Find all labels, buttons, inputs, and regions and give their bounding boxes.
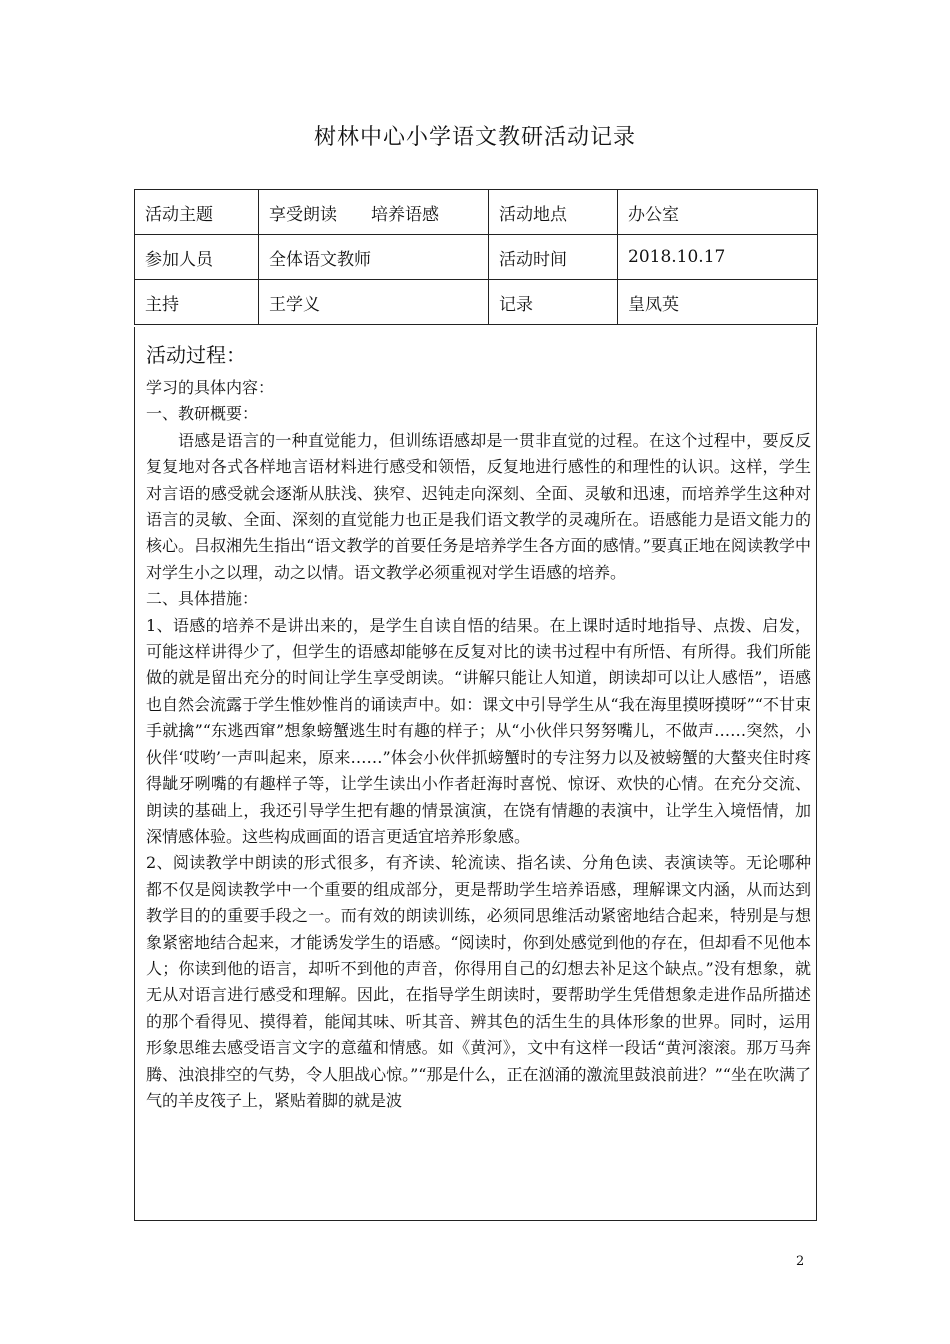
value-host: 王学义 bbox=[259, 280, 489, 325]
paragraph: 语感是语言的一种直觉能力，但训练语感却是一贯非直觉的过程。在这个过程中，要反反复复地对各式各样地言语材料进行感受和领悟，反复地进行感性的和理性的认识。这样，学生对言语的感受就会逐渐从肤浅、狭窄、迟钝走向深刻、全面、灵敏和迅速，而培养学生这种对语言的灵敏、全面、深刻的直觉能力也正是我们语文教学的灵魂所在。语感能力是语文能力的核心。吕叔湘先生指出“语文教学的首要任务是培养学生各方面的感情。”要真正地在阅读教学中对学生小之以理，动之以情。语文教学必须重视对学生语感的培养。 bbox=[146, 430, 811, 582]
value-participants: 全体语文教师 bbox=[259, 235, 489, 280]
document-title: 树林中心小学语文教研活动记录 bbox=[313, 125, 636, 150]
table-row bbox=[135, 190, 818, 235]
process-heading: 活动过程： bbox=[146, 343, 246, 367]
label-host: 主持 bbox=[135, 280, 259, 325]
paragraph: 一、教研概要： bbox=[146, 404, 259, 424]
label-activity-time: 活动时间 bbox=[489, 235, 618, 280]
paragraph: 2、阅读教学中朗读的形式很多，有齐读、轮流读、指名读、分角色读、表演读等。无论哪种都不仅是阅读教学中一个重要的组成部分，更是帮助学生培养语感，理解课文内涵，从而达到教学目的的重要手段之一。而有效的朗读训练，必须同思维活动紧密地结合起来，特别是与想象紧密地结合起来，才能诱发学生的语感。“阅读时，你到处感觉到他的存在，但却看不见他本人；你读到他的语言，却听不到他的声音，你得用自己的幻想去补足这个缺点。”没有想象，就无从对语言进行感受和理解。因此，在指导学生朗读时，要帮助学生凭借想象走进作品所描述的那个看得见、摸得着，能闻其味、听其音、辨其色的活生生的具体形象的世界。同时，运用形象思维去感受语言文字的意蕴和情感。如《黄河》，文中有这样一段话“黄河滚滚。那万马奔腾、浊浪排空的气势，令人胆战心惊。”“那是什么，正在汹涌的激流里鼓浪前进？”“坐在吹满了气的羊皮筏子上，紧贴着脚的就是波 bbox=[146, 853, 811, 1110]
paragraph: 1、语感的培养不是讲出来的，是学生自读自悟的结果。在上课时适时地指导、点拨、启发，可能这样讲得少了，但学生的语感却能够在反复对比的读书过程中有所悟、有所得。我们所能做的就是留出充分的时间让学生享受朗读。“讲解只能让人知道，朗读却可以让人感悟”，语感也自然会流露于学生惟妙惟肖的诵读声中。如：课文中引导学生从“我在海里摸呀摸呀”“不甘束手就擒”“东逃西窜”想象螃蟹逃生时有趣的样子；从“小伙伴只努努嘴儿，不做声……突然，小伙伴‘哎哟’一声叫起来，原来……”体会小伙伴抓螃蟹时的专注努力以及被螃蟹的大螯夹住时疼得龇牙咧嘴的有趣样子等，让学生读出小作者赶海时喜悦、惊讶、欢快的心情。在充分交流、朗读的基础上，我还引导学生把有趣的情景演演，在饶有情趣的表演中，让学生入境悟情，加深情感体验。这些构成画面的语言更适宜培养形象感。 bbox=[146, 615, 811, 846]
label-participants: 参加人员 bbox=[135, 235, 259, 280]
value-activity-location: 办公室 bbox=[618, 190, 818, 235]
value-recorder: 皇凤英 bbox=[618, 280, 818, 325]
value-activity-time: 2018.10.17 bbox=[618, 235, 818, 280]
label-recorder: 记录 bbox=[489, 280, 618, 325]
label-activity-topic: 活动主题 bbox=[135, 190, 259, 235]
activity-info-table bbox=[134, 189, 818, 325]
paragraph: 二、具体措施： bbox=[146, 589, 259, 609]
table-row bbox=[135, 235, 818, 280]
page-number: 2 bbox=[796, 1254, 805, 1269]
process-body bbox=[146, 375, 811, 1114]
activity-process-section bbox=[134, 327, 817, 1221]
paragraph: 学习的具体内容： bbox=[146, 378, 275, 397]
label-activity-location: 活动地点 bbox=[489, 190, 618, 235]
table-row bbox=[135, 280, 818, 325]
value-activity-topic: 享受朗读 培养语感 bbox=[259, 190, 489, 235]
